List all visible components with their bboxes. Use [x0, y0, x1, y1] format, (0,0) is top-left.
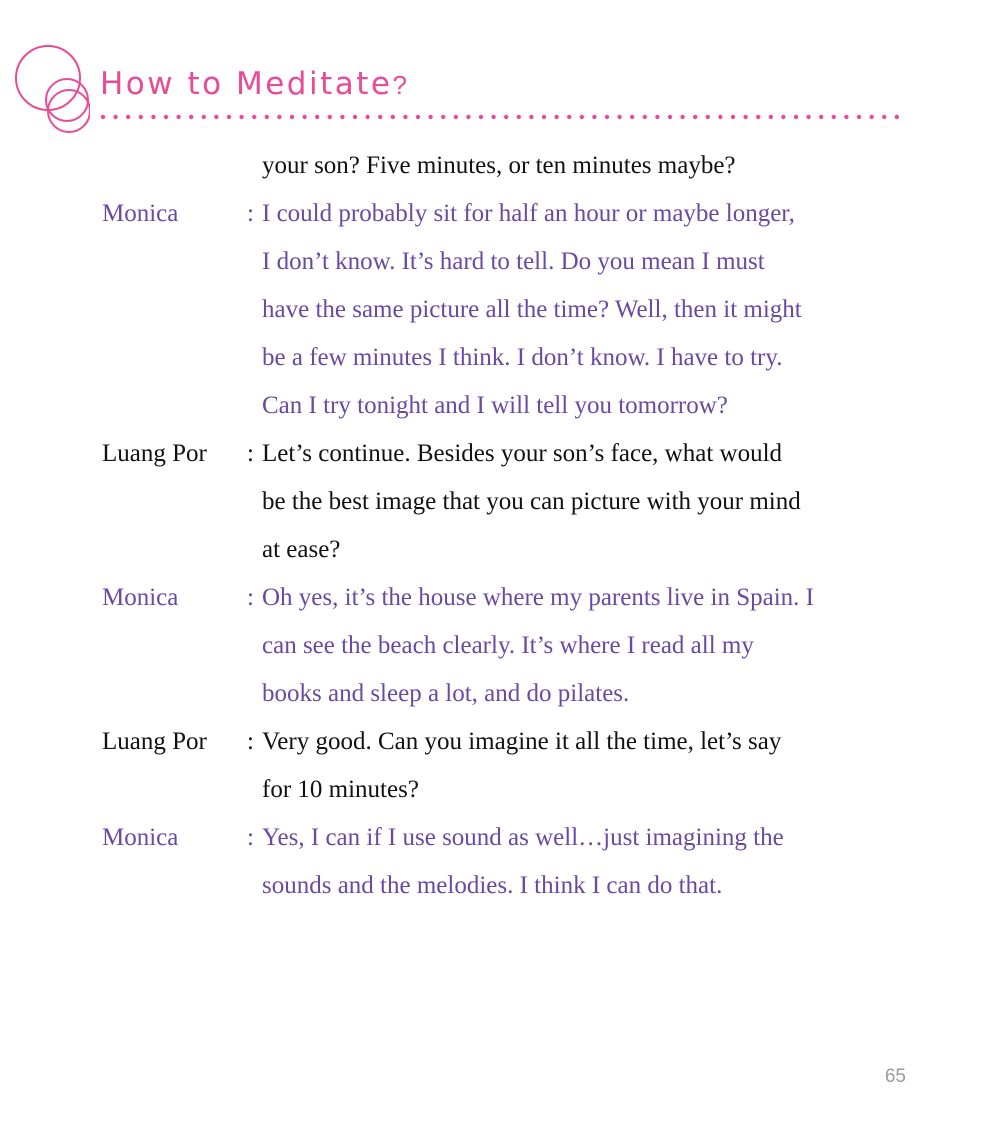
divider-dot: [605, 115, 609, 119]
divider-dot: [265, 115, 269, 119]
divider-dot: [517, 115, 521, 119]
divider-dot: [756, 115, 760, 119]
divider-dot: [668, 115, 672, 119]
dialogue-line: [0, 526, 1000, 574]
divider-dot: [277, 115, 281, 119]
divider-dot: [718, 115, 722, 119]
dialogue-line: [0, 478, 1000, 526]
chapter-title-text: How to Meditate: [100, 66, 393, 102]
speaker-colon: :: [247, 824, 254, 851]
divider-dot: [592, 115, 596, 119]
divider-dot: [113, 115, 117, 119]
dialogue-line: [0, 334, 1000, 382]
dialogue-text: be the best image that you can picture with your mind: [262, 488, 801, 515]
divider-dot: [731, 115, 735, 119]
speaker-name: Luang Por: [102, 728, 207, 755]
divider-dot: [428, 115, 432, 119]
dialogue-transcript: [0, 142, 1000, 910]
speaker-name: Monica: [102, 584, 179, 611]
dialogue-text: sounds and the melodies. I think I can do that.: [262, 872, 723, 899]
speaker-colon: :: [247, 728, 254, 755]
divider-dot: [315, 115, 319, 119]
speaker-name: Monica: [102, 200, 179, 227]
divider-dot: [706, 115, 710, 119]
divider-dot: [554, 115, 558, 119]
dialogue-line: [0, 622, 1000, 670]
dialogue-text: at ease?: [262, 536, 341, 563]
divider-dot: [693, 115, 697, 119]
dialogue-line: [0, 238, 1000, 286]
dialogue-line: [0, 670, 1000, 718]
page-number: 65: [884, 1066, 906, 1087]
chapter-title-question-mark: ?: [392, 70, 407, 100]
divider-dot: [567, 115, 571, 119]
divider-dot: [454, 115, 458, 119]
divider-dot: [580, 115, 584, 119]
dialogue-line: [0, 142, 1000, 190]
divider-dot: [781, 115, 785, 119]
divider-dot: [176, 115, 180, 119]
divider-dot: [743, 115, 747, 119]
divider-dot: [857, 115, 861, 119]
divider-dot: [479, 115, 483, 119]
divider-dot: [466, 115, 470, 119]
chapter-header: [0, 0, 1000, 140]
dialogue-text: I don’t know. It’s hard to tell. Do you mean I must: [262, 248, 765, 275]
divider-dot: [630, 115, 634, 119]
divider-dot: [202, 115, 206, 119]
dialogue-line: [0, 190, 1000, 238]
dialogue-text: I could probably sit for half an hour or maybe longer,: [262, 200, 795, 227]
divider-dot: [819, 115, 823, 119]
dialogue-text: for 10 minutes?: [262, 776, 419, 803]
dialogue-text: Very good. Can you imagine it all the time, let’s say: [262, 728, 782, 755]
divider-dot: [378, 115, 382, 119]
divider-dot: [340, 115, 344, 119]
dialogue-text: Oh yes, it’s the house where my parents live in Spain. I: [262, 584, 814, 611]
speaker-colon: :: [247, 584, 254, 611]
dialogue-line: [0, 382, 1000, 430]
divider-dot: [542, 115, 546, 119]
divider-dot: [164, 115, 168, 119]
divider-dot: [126, 115, 130, 119]
dialogue-text: can see the beach clearly. It’s where I read all my: [262, 632, 754, 659]
dialogue-line: [0, 430, 1000, 478]
dialogue-text: Yes, I can if I use sound as well…just imagining the: [262, 824, 784, 851]
divider-dot: [290, 115, 294, 119]
divider-dot: [491, 115, 495, 119]
divider-dot: [895, 115, 899, 119]
divider-dot: [302, 115, 306, 119]
divider-dot: [189, 115, 193, 119]
divider-dot: [794, 115, 798, 119]
dialogue-text: Let’s continue. Besides your son’s face, what would: [262, 440, 783, 467]
dialogue-line: [0, 862, 1000, 910]
speaker-colon: :: [247, 200, 254, 227]
dotted-divider: [100, 112, 910, 122]
divider-dot: [832, 115, 836, 119]
overlapping-circles-icon: [10, 40, 90, 135]
dialogue-line: [0, 574, 1000, 622]
divider-dot: [617, 115, 621, 119]
divider-dot: [844, 115, 848, 119]
speaker-colon: :: [247, 440, 254, 467]
divider-dot: [441, 115, 445, 119]
divider-dot: [214, 115, 218, 119]
divider-dot: [151, 115, 155, 119]
dialogue-text: Can I try tonight and I will tell you tomorrow?: [262, 392, 728, 419]
dialogue-line: [0, 814, 1000, 862]
divider-dot: [391, 115, 395, 119]
dialogue-text: be a few minutes I think. I don’t know. I have to try.: [262, 344, 783, 371]
divider-dot: [252, 115, 256, 119]
chapter-title: [100, 66, 407, 102]
divider-dot: [882, 115, 886, 119]
divider-dot: [139, 115, 143, 119]
divider-dot: [353, 115, 357, 119]
divider-dot: [101, 115, 105, 119]
divider-dot: [227, 115, 231, 119]
divider-dot: [239, 115, 243, 119]
divider-dot: [416, 115, 420, 119]
divider-dot: [869, 115, 873, 119]
speaker-name: Monica: [102, 824, 179, 851]
dialogue-line: [0, 766, 1000, 814]
speaker-name: Luang Por: [102, 440, 207, 467]
divider-dot: [529, 115, 533, 119]
divider-dot: [769, 115, 773, 119]
divider-dot: [403, 115, 407, 119]
dialogue-line: [0, 286, 1000, 334]
divider-dot: [504, 115, 508, 119]
dialogue-text: have the same picture all the time? Well, then it might: [262, 296, 802, 323]
divider-dot: [655, 115, 659, 119]
divider-dot: [806, 115, 810, 119]
divider-dot: [328, 115, 332, 119]
dialogue-text: books and sleep a lot, and do pilates.: [262, 680, 630, 707]
dialogue-text: your son? Five minutes, or ten minutes maybe?: [262, 152, 736, 179]
dialogue-line: [0, 718, 1000, 766]
divider-dot: [680, 115, 684, 119]
divider-dot: [643, 115, 647, 119]
divider-dot: [365, 115, 369, 119]
